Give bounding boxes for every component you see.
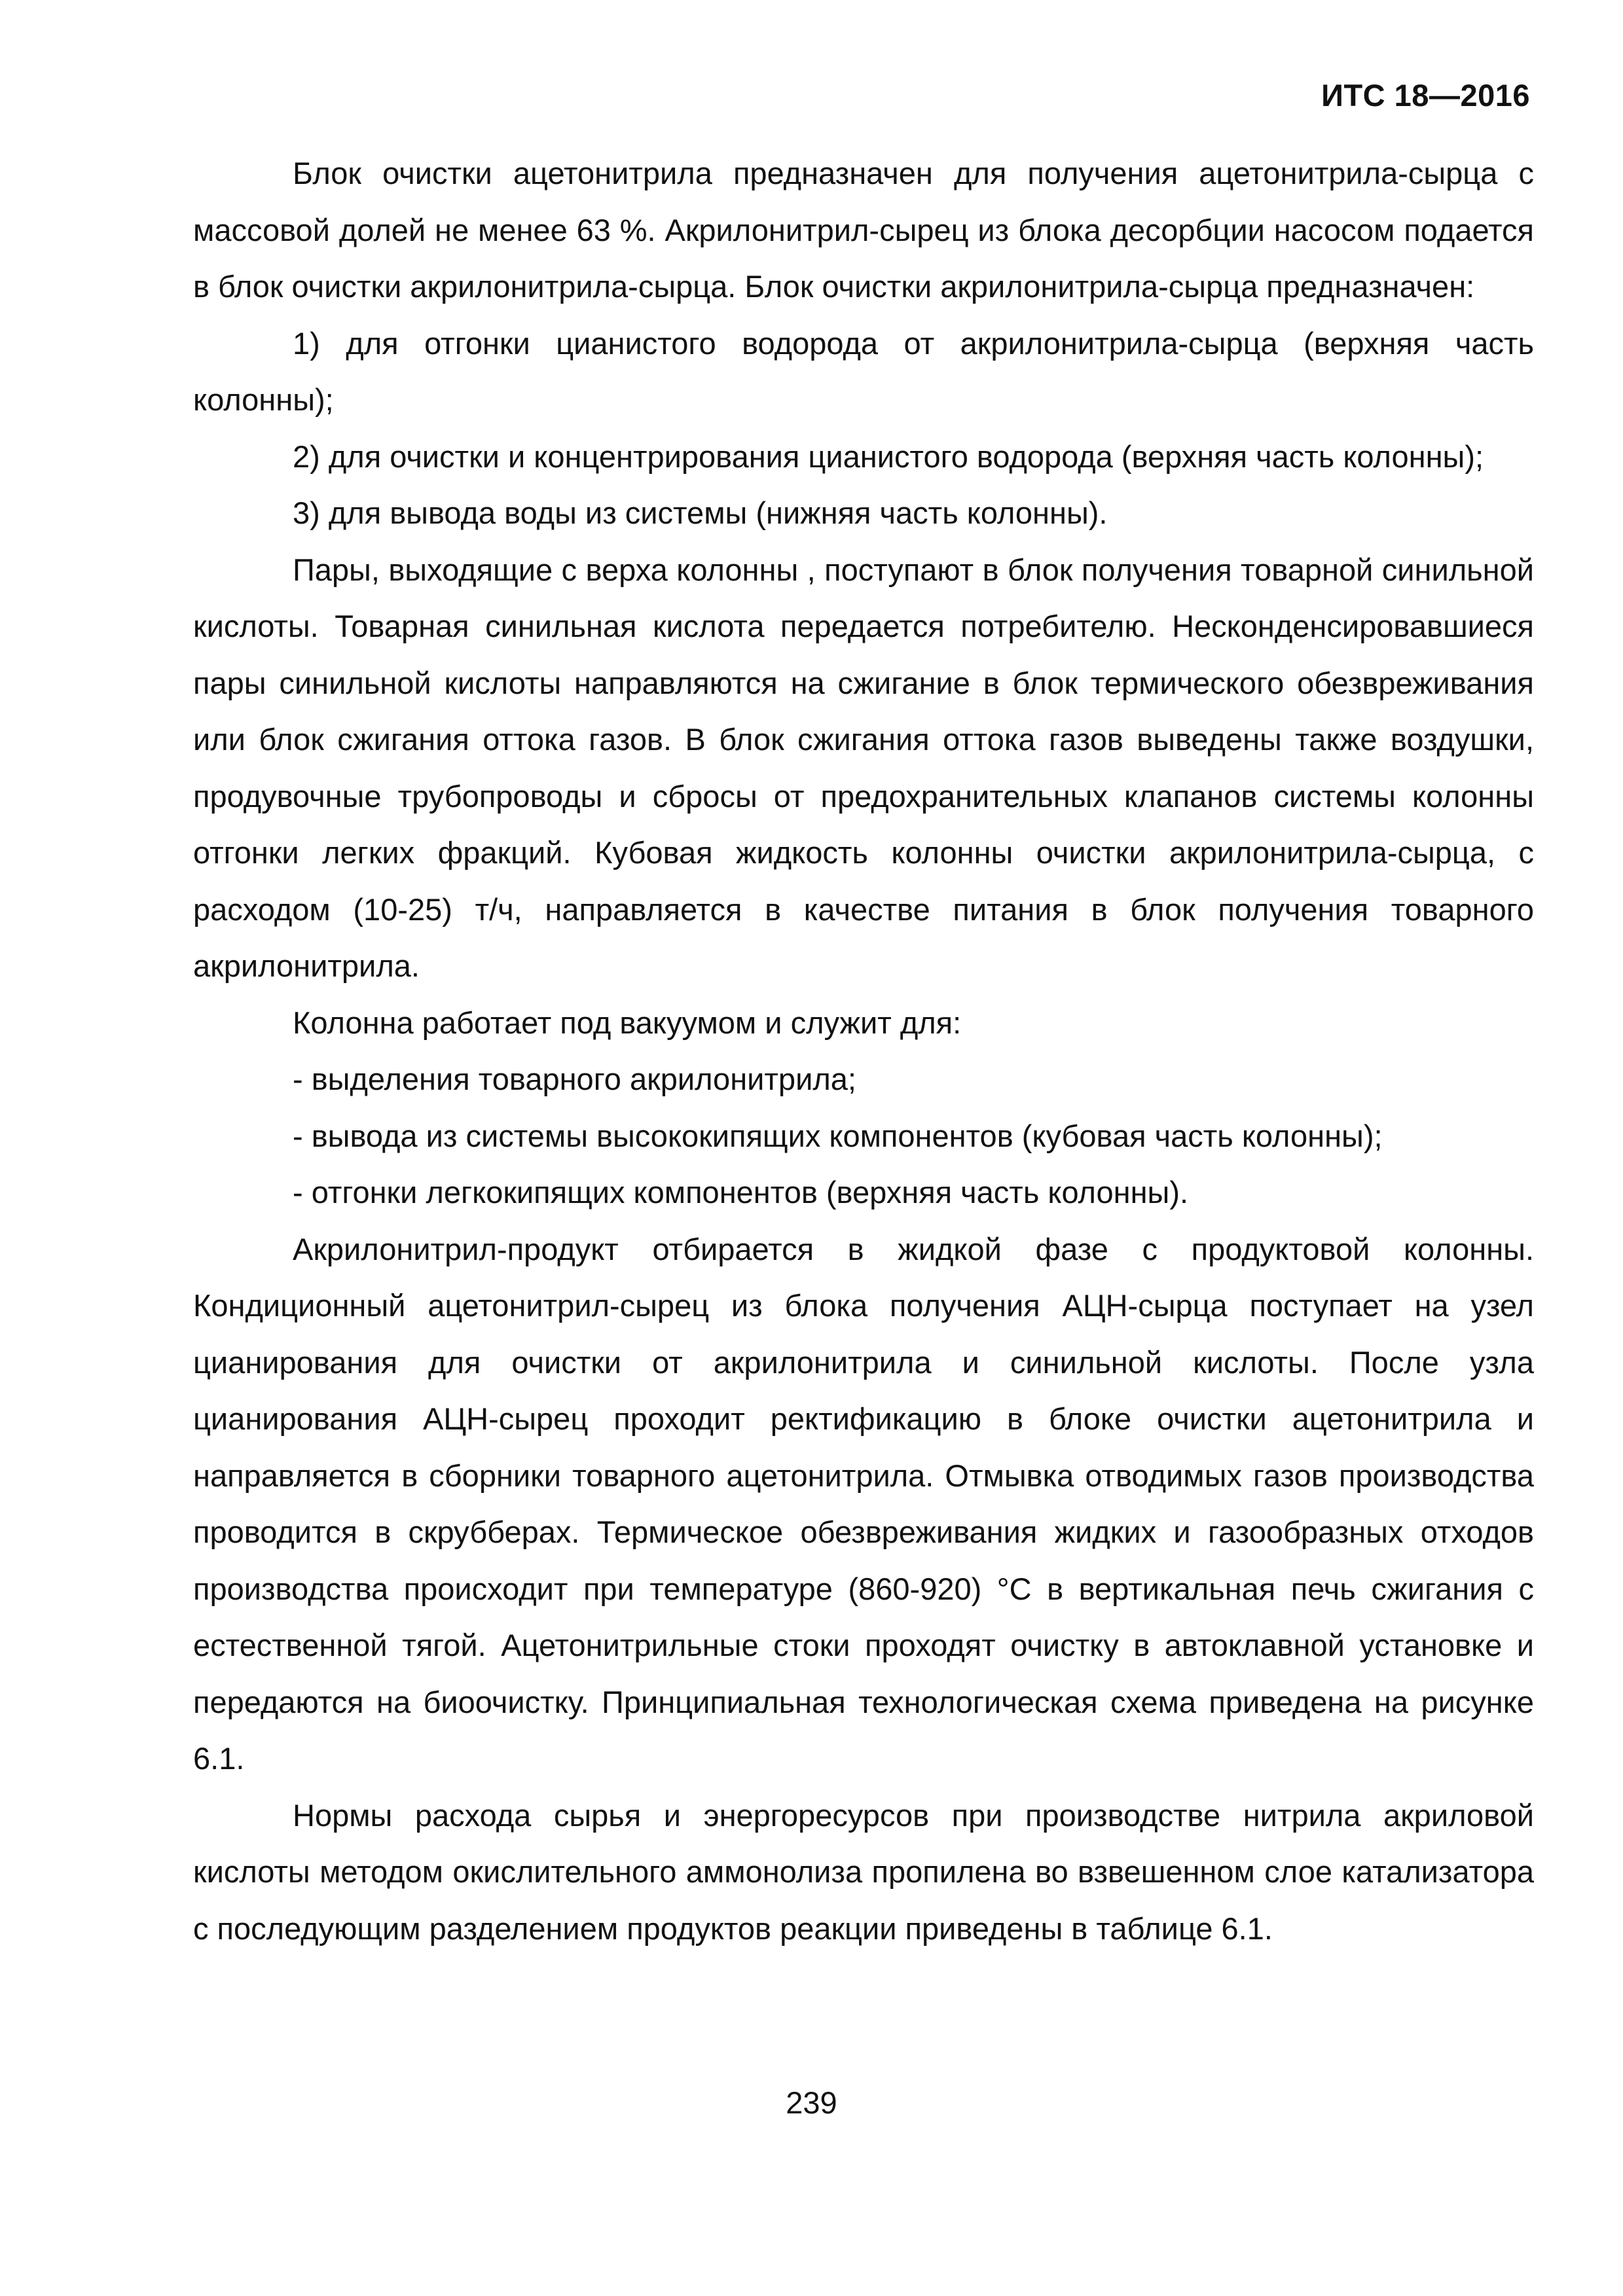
list-item: - вывода из системы высококипящих компонентов (кубовая часть колонны); [293,1118,1383,1153]
paragraph: Колонна работает под вакуумом и служит для: [293,1005,962,1040]
paragraph: Нормы расхода сырья и энергоресурсов при производстве нитрила акриловой кислоты методом окислительного аммонолиза пропилена во взвешенном слое катализатора с последующим разделением продуктов реакции приведены в таблице 6.1. [193,1797,1534,1946]
list-item: 2) для очистки и концентрирования цианистого водорода (верхняя часть колонны); [293,439,1484,474]
paragraph: Пары, выходящие с верха колонны , поступают в блок получения товарной синильной кислоты. Товарная синильная кислота передается потребителю. Несконденсировавшиеся пары синильной кислоты направляются на сжигание в блок термического обезвреживания или блок сжигания оттока газов. В блок сжигания оттока газов выведены также воздушки, продувочные трубопроводы и сбросы от предохранительных клапанов системы колонны отгонки легких фракций. Кубовая жидкость колонны очистки акрилонитрила-сырца, с расходом (10-25) т/ч, направляется в качестве питания в блок получения товарного акрилонитрила. [193,552,1534,983]
paragraph: Акрилонитрил-продукт отбирается в жидкой фазе с продуктовой колонны. Кондиционный ацетонитрил-сырец из блока получения АЦН-сырца поступает на узел цианирования для очистки от акрилонитрила и синильной кислоты. После узла цианирования АЦН-сырец проходит ректификацию в блоке очистки ацетонитрила и направляется в сборники товарного ацетонитрила. Отмывка отводимых газов производства проводится в скрубберах. Термическое обезвреживания жидких и газообразных отходов производства происходит при температуре (860-920) °С в вертикальная печь сжигания с естественной тягой. Ацетонитрильные стоки проходят очистку в автоклавной установке и передаются на биоочистку. Принципиальная технологическая схема приведена на рисунке 6.1. [193,1231,1534,1776]
list-item: 1) для отгонки цианистого водорода от акрилонитрила-сырца (верхняя часть колонны); [193,325,1534,417]
document-code-header: ИТС 18—2016 [1321,78,1530,113]
page-number: 239 [786,2085,837,2120]
list-item: 3) для вывода воды из системы (нижняя часть колонны). [293,495,1108,530]
document-body [193,145,1534,1957]
list-item: - отгонки легкокипящих компонентов (верхняя часть колонны). [293,1175,1189,1210]
list-item: - выделения товарного акрилонитрила; [293,1062,856,1096]
paragraph: Блок очистки ацетонитрила предназначен для получения ацетонитрила-сырца с массовой долей не менее 63 %. Акрилонитрил-сырец из блока десорбции насосом подается в блок очистки акрилонитрила-сырца. Блок очистки акрилонитрила-сырца предназначен: [193,156,1534,304]
